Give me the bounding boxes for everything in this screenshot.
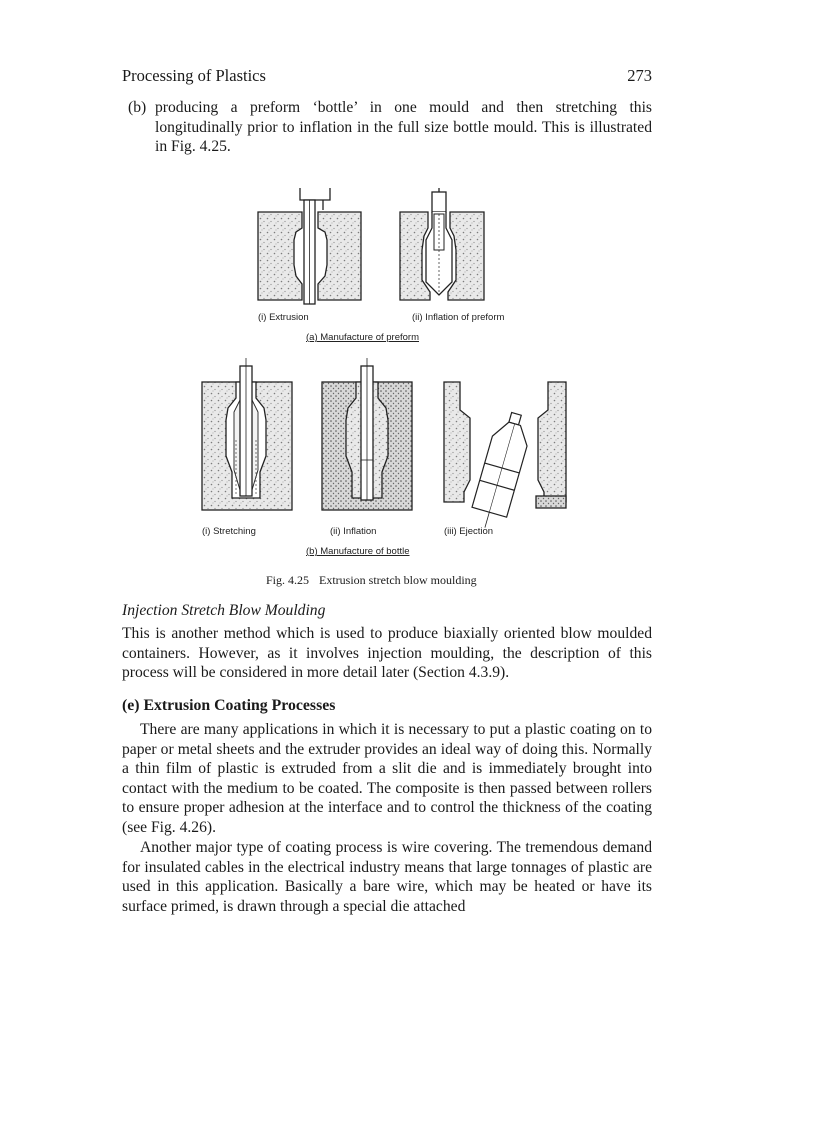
diagram-a-inflation [400, 188, 484, 300]
list-item-text: producing a preform ‘bottle’ in one mould and then stretching this longitudinally prior to inflation in the full size bottle mould. This is illustrated in Fig. 4.25. [155, 99, 652, 155]
paragraph-extrusion-coating-1: There are many applications in which it is necessary to put a plastic coating on to paper or metal sheets and the extruder provides an ideal way of doing this. Normally a thin film of plastic is extruded from a slit die and is immediately brought into contact with the medium to be coated. The composite is then passed between rollers to ensure proper adhesion at the interface and to control the thickness of the coating (see Fig. 4.26). [122, 721, 652, 836]
label-a-ii-inflation-of-preform: (ii) Inflation of preform [412, 312, 505, 323]
diagram-a-extrusion [258, 188, 361, 304]
list-item-label: (b) [128, 99, 147, 116]
label-b-iii-ejection: (iii) Ejection [444, 526, 494, 537]
paragraph-injection-stretch: This is another method which is used to produce biaxially oriented blow moulded containers. However, as it involves injection moulding, the description of this process will be considered in more detail later (Section 4.3.9). [122, 625, 652, 681]
label-b-i-stretching: (i) Stretching [202, 526, 256, 537]
label-a-i-extrusion: (i) Extrusion [258, 312, 309, 323]
diagram-b-stretching [202, 358, 292, 510]
label-b-ii-inflation: (ii) Inflation [330, 526, 377, 537]
page-number: 273 [627, 66, 652, 85]
figure-caption [266, 573, 477, 588]
paragraph-extrusion-coating-2: Another major type of coating process is wire covering. The tremendous demand for insulated cables in the electrical industry means that large tonnages of plastic are used in this application. Basically a bare wire, which may be heated or have its surface primed, is drawn through a special die attached [122, 839, 652, 915]
diagram-b-ejection [444, 382, 566, 533]
running-header-title: Processing of Plastics [122, 66, 266, 85]
subheading-injection-stretch: Injection Stretch Blow Moulding [122, 602, 326, 619]
figure-caption-number: Fig. 4.25 [266, 573, 310, 587]
diagram-b-inflation [322, 358, 412, 510]
section-heading-e: (e) Extrusion Coating Processes [122, 697, 336, 714]
label-a-title: (a) Manufacture of preform [306, 332, 419, 343]
label-b-title: (b) Manufacture of bottle [306, 546, 410, 557]
figure-caption-text: Extrusion stretch blow moulding [319, 573, 477, 587]
